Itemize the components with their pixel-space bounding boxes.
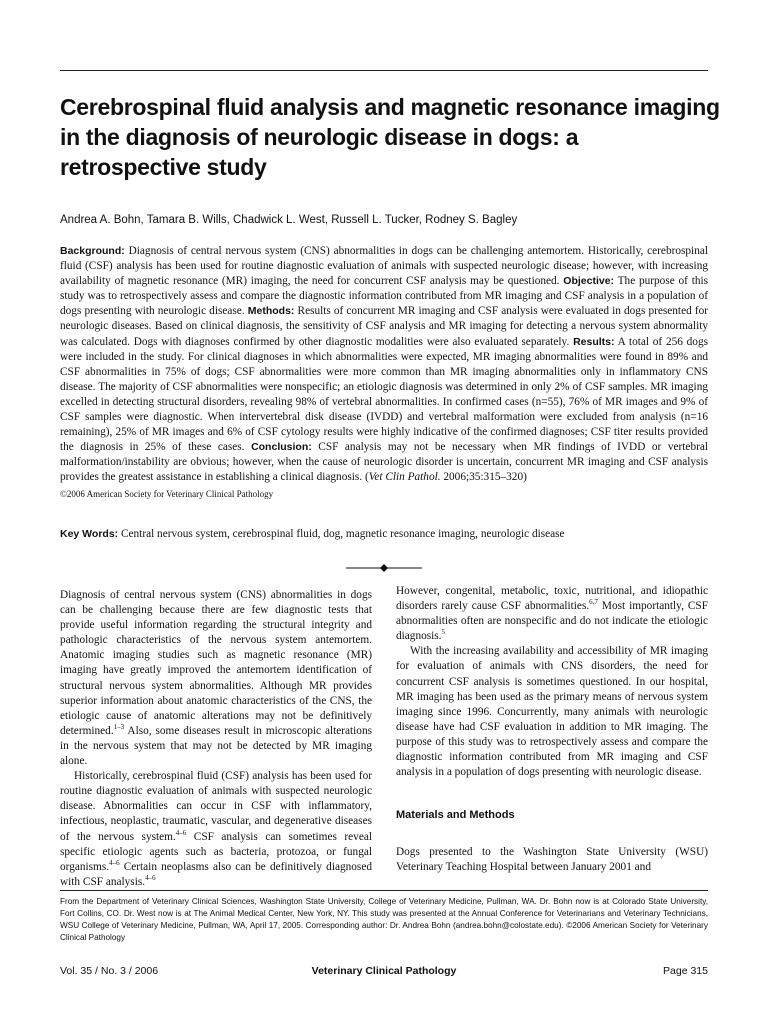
abstract xyxy=(60,244,708,502)
citation-journal: Vet Clin Pathol. xyxy=(368,471,441,484)
body-column-right xyxy=(396,584,708,876)
objective-text: The purpose of this study was to retrospectively assess and compare the diagnostic information contributed from MR imaging and CSF analysis in a population of dogs presenting with neurologic disease. xyxy=(60,275,709,318)
author-list: Andrea A. Bohn, Tamara B. Wills, Chadwick L. West, Russell L. Tucker, Rodney S. Bagley xyxy=(60,214,518,226)
body-text: However, congenital, metabolic, toxic, nutritional, and idiopathic disorders rarely cause CSF abnormalities. xyxy=(396,585,708,613)
body-text: Also, some diseases result in microscopic alterations in the nervous system that may not be detected by MR imaging alone. xyxy=(60,724,372,768)
methods-text: Results of concurrent MR imaging and CSF analysis were evaluated in dogs presented for neurologic diseases. Based on clinical diagnosis, the sensitivity of CSF analysis and MR imaging for detecting a nervous system abnormality was calculated. Dogs with diagnoses confirmed by other diagnostic modalities were also evaluated separately. xyxy=(60,305,709,348)
reference-marker: 4–6 xyxy=(145,874,156,883)
reference-marker: 4–6 xyxy=(109,858,120,867)
keywords-label: Key Words: xyxy=(60,528,119,540)
reference-marker: 1–3 xyxy=(113,723,125,732)
abstract-paragraph xyxy=(60,244,708,486)
article-title: Cerebrospinal fluid analysis and magnetic resonance imaging in the diagnosis of neurologic disease in dogs: a retrospective study xyxy=(60,94,720,180)
body-text: Historically, cerebrospinal fluid (CSF) analysis has been used for routine diagnostic evaluation of animals with suspected neurologic disease. Abnormalities can occur in CSF with inflammatory, infectious, neoplastic, traumatic, vascular, and degenerative diseases of the nervous system. xyxy=(60,770,372,843)
top-rule xyxy=(60,70,708,71)
section-divider-icon xyxy=(346,563,422,573)
reference-marker: 6,7 xyxy=(589,598,598,607)
keywords-text: Central nervous system, cerebrospinal fluid, dog, magnetic resonance imaging, neurologic disease xyxy=(120,528,565,540)
results-label: Results: xyxy=(573,335,615,348)
section-heading: Materials and Methods xyxy=(396,809,515,822)
abstract-copyright: ©2006 American Society for Veterinary Clinical Pathology xyxy=(60,488,274,499)
footer-volume: Vol. 35 / No. 3 / 2006 xyxy=(60,965,159,977)
keywords xyxy=(60,528,708,540)
body-paragraph xyxy=(396,584,708,644)
body-paragraph: With the increasing availability and accessibility of MR imaging for evaluation of animals with CNS disorders, the need for concurrent CSF analysis is sometimes questioned. In our hospital, MR imaging has been used as the primary means of nervous system imaging since 1996. Concurrently, many animals with neurologic disease have had CSF evaluation in addition to MR imaging. The purpose of this study was to retrospectively assess and compare the diagnostic information contributed from MR imaging and CSF analysis in a population of dogs presenting with neurologic disease. xyxy=(396,645,708,779)
footnote-rule xyxy=(60,890,708,891)
reference-marker: 4–6 xyxy=(175,828,187,837)
conclusion-label: Conclusion: xyxy=(251,441,312,454)
body-column-left xyxy=(60,588,372,890)
body-text: CSF analysis can sometimes reveal specific etiologic agents such as bacteria, protozoa, or fungal organisms. xyxy=(60,830,372,873)
footer-page-number: Page 315 xyxy=(663,965,708,977)
citation-details: 2006;35:315–320) xyxy=(440,471,527,484)
results-text: A total of 256 dogs were included in the study. For clinical diagnoses in which abnormalities were expected, MR imaging abnormalities were found in 89% and CSF abnormalities in 75% of dogs; CSF abnormalities were more common than MR imaging abnormalities only in inflammatory CNS disease. The majority of CSF abnormalities were nonspecific; an etiologic diagnosis was determined in only 2% of CSF samples. MR imaging excelled in detecting structural disorders, revealing 98% of vertebral abnormalities. In confirmed cases (n=55), 76% of MR images and 9% of CSF samples were diagnostic. When intervertebral disk disease (IVDD) and vertebral malformation were excluded from analysis (n=16 remaining), 25% of MR images and 6% of CSF cytology results were highly indicative of the confirmed diagnoses; CSF titer results provided the diagnosis in 25% of these cases. xyxy=(60,335,708,454)
background-label: Background: xyxy=(60,245,125,257)
body-paragraph xyxy=(60,769,372,890)
footer-journal: Veterinary Clinical Pathology xyxy=(311,965,457,977)
body-text: Diagnosis of central nervous system (CNS) abnormalities in dogs can be challenging because there are few diagnostic tests that provide useful information regarding the structural integrity and pathologic characteristics of the nervous system antemortem. Anatomic imaging studies such as magnetic resonance (MR) imaging have greatly improved the antemortem identification of structural nervous system abnormalities. Although MR provides superior information about anatomic characteristics of the CNS, the etiologic cause of anatomic alterations may not be definitively determined. xyxy=(60,589,372,737)
reference-marker: 5 xyxy=(441,628,446,637)
background-text: Diagnosis of central nervous system (CNS) abnormalities in dogs can be challenging antemortem. Historically, cerebrospinal fluid (CSF) analysis has been used for routine diagnostic evaluation of animals with suspected neurologic disease; however, with increasing availability of magnetic resonance (MR) imaging, the need for concurrent CSF analysis may be questioned. xyxy=(60,245,708,288)
body-paragraph: Dogs presented to the Washington State University (WSU) Veterinary Teaching Hospital between January 2001 and xyxy=(396,846,708,874)
body-text: Certain neoplasms also can be definitively diagnosed with CSF analysis. xyxy=(60,860,372,888)
conclusion-text: CSF analysis may not be necessary when MR findings of IVDD or vertebral malformation/instability are obvious; however, when the cause of neurologic disorder is uncertain, concurrent MR imaging and CSF analysis provides the greatest assistance in establishing a clinical diagnosis. ( xyxy=(60,441,709,484)
methods-label: Methods: xyxy=(247,305,295,318)
body-text: Most importantly, CSF abnormalities often are nonspecific and do not indicate the etiologic diagnosis. xyxy=(396,600,708,643)
affiliation-footnote: From the Department of Veterinary Clinical Sciences, Washington State University, College of Veterinary Medicine, Pullman, WA. Dr. Bohn now is at Colorado State University, Fort Collins, CO. Dr. West now is at The Animal Medical Center, New York, NY. This study was presented at the Annual Conference for Veterinarians and Veterinary Technicians, WSU College of Veterinary Medicine, Pullman, WA, April 17, 2005. Corresponding author: Dr. Andrea Bohn (andrea.bohn@colostate.edu). ©2006 American Society for Veterinary Clinical Pathology xyxy=(60,897,708,942)
objective-label: Objective: xyxy=(563,275,615,288)
body-paragraph xyxy=(60,588,372,769)
